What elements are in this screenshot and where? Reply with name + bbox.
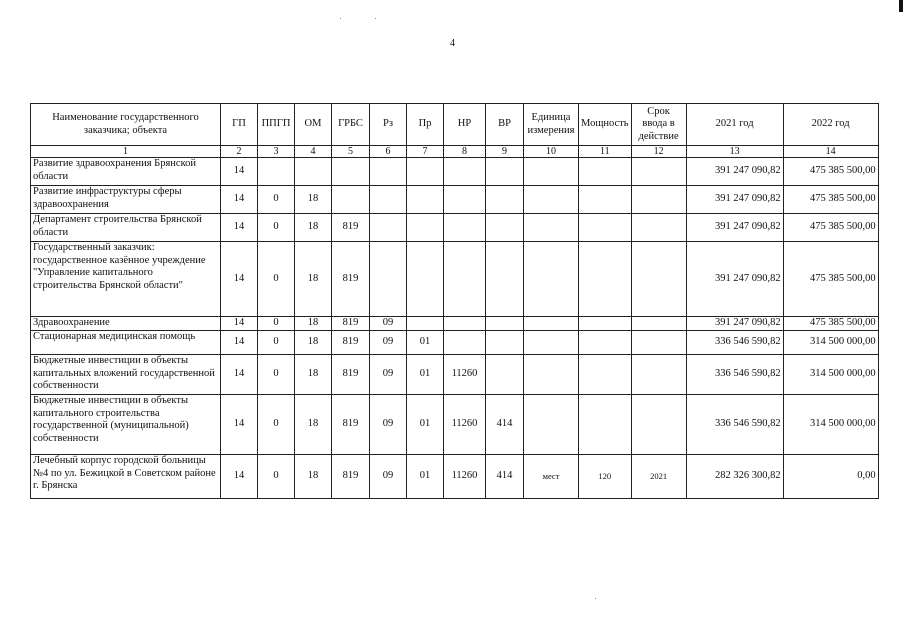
row-name-cell: Развитие инфраструктуры сферы здравоохранения bbox=[31, 186, 221, 214]
table-row bbox=[31, 242, 879, 317]
table-cell: 391 247 090,82 bbox=[686, 186, 783, 214]
table-cell bbox=[332, 158, 370, 186]
row-name-cell: Бюджетные инвестиции в объекты капитального строительства государственной (муниципальной) собственности bbox=[31, 395, 221, 455]
table-row bbox=[31, 395, 879, 455]
table-cell bbox=[631, 186, 686, 214]
table-cell: 0 bbox=[258, 455, 295, 499]
scan-speck bbox=[340, 18, 341, 19]
table-cell: 01 bbox=[407, 355, 444, 395]
table-cell: 18 bbox=[295, 331, 332, 355]
table-cell: мест bbox=[524, 455, 579, 499]
table-cell: 391 247 090,82 bbox=[686, 158, 783, 186]
table-cell bbox=[444, 242, 486, 317]
table-cell: 475 385 500,00 bbox=[783, 317, 878, 331]
table-cell bbox=[524, 395, 579, 455]
table-cell bbox=[370, 158, 407, 186]
table-cell bbox=[444, 158, 486, 186]
table-cell: 0 bbox=[258, 186, 295, 214]
table-cell: 0 bbox=[258, 331, 295, 355]
table-cell bbox=[370, 214, 407, 242]
table-cell bbox=[524, 242, 579, 317]
table-cell bbox=[486, 158, 524, 186]
header-cell: Рз bbox=[370, 104, 407, 146]
table-cell bbox=[579, 331, 632, 355]
table-cell bbox=[370, 186, 407, 214]
table-cell bbox=[486, 186, 524, 214]
header-cell: ГП bbox=[221, 104, 258, 146]
header-cell: Пр bbox=[407, 104, 444, 146]
table-cell: 282 326 300,82 bbox=[686, 455, 783, 499]
header-cell: Единица измерения bbox=[524, 104, 579, 146]
column-number: 6 bbox=[370, 146, 407, 158]
table-cell bbox=[579, 186, 632, 214]
row-name-cell: Развитие здравоохранения Брянской области bbox=[31, 158, 221, 186]
table-cell: 11260 bbox=[444, 455, 486, 499]
header-cell: Мощность bbox=[579, 104, 632, 146]
table-cell bbox=[524, 158, 579, 186]
table-cell: 14 bbox=[221, 158, 258, 186]
row-name-cell: Департамент строительства Брянской области bbox=[31, 214, 221, 242]
column-number: 3 bbox=[258, 146, 295, 158]
table-cell bbox=[631, 214, 686, 242]
table-cell: 391 247 090,82 bbox=[686, 242, 783, 317]
table-cell: 14 bbox=[221, 242, 258, 317]
table-cell: 819 bbox=[332, 395, 370, 455]
table-cell: 819 bbox=[332, 317, 370, 331]
table-cell: 0,00 bbox=[783, 455, 878, 499]
column-number: 11 bbox=[579, 146, 632, 158]
budget-table bbox=[30, 103, 879, 499]
table-row bbox=[31, 331, 879, 355]
table-cell bbox=[631, 331, 686, 355]
column-number: 10 bbox=[524, 146, 579, 158]
table-cell: 414 bbox=[486, 395, 524, 455]
table-cell: 336 546 590,82 bbox=[686, 355, 783, 395]
column-number-row bbox=[31, 146, 879, 158]
table-cell: 18 bbox=[295, 355, 332, 395]
scan-mark bbox=[899, 0, 903, 12]
table-row bbox=[31, 214, 879, 242]
header-cell: ОМ bbox=[295, 104, 332, 146]
table-cell: 0 bbox=[258, 317, 295, 331]
table-cell: 09 bbox=[370, 355, 407, 395]
table-cell: 18 bbox=[295, 242, 332, 317]
table-cell bbox=[486, 355, 524, 395]
column-number: 2 bbox=[221, 146, 258, 158]
table-cell: 09 bbox=[370, 331, 407, 355]
table-cell: 336 546 590,82 bbox=[686, 395, 783, 455]
table-cell bbox=[486, 331, 524, 355]
table-cell bbox=[631, 395, 686, 455]
table-row bbox=[31, 455, 879, 499]
table-cell bbox=[407, 214, 444, 242]
table-cell: 18 bbox=[295, 186, 332, 214]
table-cell: 336 546 590,82 bbox=[686, 331, 783, 355]
row-name-cell: Стационарная медицинская помощь bbox=[31, 331, 221, 355]
table-cell: 09 bbox=[370, 317, 407, 331]
column-number: 14 bbox=[783, 146, 878, 158]
header-cell: 2021 год bbox=[686, 104, 783, 146]
column-number: 12 bbox=[631, 146, 686, 158]
table-cell bbox=[407, 317, 444, 331]
table-cell bbox=[524, 355, 579, 395]
header-cell: ВР bbox=[486, 104, 524, 146]
table-cell: 14 bbox=[221, 331, 258, 355]
table-cell: 819 bbox=[332, 331, 370, 355]
table-cell: 819 bbox=[332, 242, 370, 317]
table-cell bbox=[579, 355, 632, 395]
table-cell bbox=[370, 242, 407, 317]
table-cell: 18 bbox=[295, 455, 332, 499]
table-cell: 14 bbox=[221, 186, 258, 214]
row-name-cell: Здравоохранение bbox=[31, 317, 221, 331]
table-cell: 0 bbox=[258, 242, 295, 317]
column-number: 8 bbox=[444, 146, 486, 158]
table-cell bbox=[524, 186, 579, 214]
table-cell: 314 500 000,00 bbox=[783, 395, 878, 455]
table-cell bbox=[579, 317, 632, 331]
row-name-cell: Бюджетные инвестиции в объекты капитальных вложений государственной собственности bbox=[31, 355, 221, 395]
table-cell bbox=[524, 317, 579, 331]
table-cell bbox=[332, 186, 370, 214]
table-cell bbox=[579, 214, 632, 242]
table-cell: 120 bbox=[579, 455, 632, 499]
table-cell: 819 bbox=[332, 455, 370, 499]
table-cell: 0 bbox=[258, 214, 295, 242]
table-cell: 14 bbox=[221, 317, 258, 331]
table-cell bbox=[407, 186, 444, 214]
table-cell: 314 500 000,00 bbox=[783, 331, 878, 355]
table-cell bbox=[631, 242, 686, 317]
table-cell bbox=[486, 242, 524, 317]
header-cell: ППГП bbox=[258, 104, 295, 146]
table-cell bbox=[444, 214, 486, 242]
table-cell: 0 bbox=[258, 355, 295, 395]
table-cell bbox=[631, 355, 686, 395]
table-cell: 0 bbox=[258, 395, 295, 455]
column-number: 7 bbox=[407, 146, 444, 158]
row-name-cell: Лечебный корпус городской больницы №4 по ул. Бежицкой в Советском районе г. Брянска bbox=[31, 455, 221, 499]
table-cell bbox=[444, 331, 486, 355]
table-cell: 475 385 500,00 bbox=[783, 158, 878, 186]
header-cell: НР bbox=[444, 104, 486, 146]
table-cell bbox=[407, 242, 444, 317]
table-cell: 01 bbox=[407, 395, 444, 455]
header-cell: 2022 год bbox=[783, 104, 878, 146]
table-cell bbox=[631, 158, 686, 186]
column-number: 4 bbox=[295, 146, 332, 158]
table-cell: 18 bbox=[295, 395, 332, 455]
header-row bbox=[31, 104, 879, 146]
table-cell: 09 bbox=[370, 395, 407, 455]
table-cell: 14 bbox=[221, 455, 258, 499]
header-cell: Наименование государственного заказчика; объекта bbox=[31, 104, 221, 146]
table-cell: 475 385 500,00 bbox=[783, 242, 878, 317]
page-number: 4 bbox=[450, 38, 455, 49]
table-cell: 18 bbox=[295, 317, 332, 331]
table-cell: 14 bbox=[221, 214, 258, 242]
table-cell: 14 bbox=[221, 355, 258, 395]
table-cell bbox=[258, 158, 295, 186]
table-cell: 391 247 090,82 bbox=[686, 317, 783, 331]
row-name-cell: Государственный заказчик: государственное казённое учреждение "Управление капитального строительства Брянской области" bbox=[31, 242, 221, 317]
column-number: 1 bbox=[31, 146, 221, 158]
table-cell bbox=[631, 317, 686, 331]
table-cell: 2021 bbox=[631, 455, 686, 499]
table-cell: 14 bbox=[221, 395, 258, 455]
table-cell bbox=[579, 395, 632, 455]
table-cell: 475 385 500,00 bbox=[783, 214, 878, 242]
table-cell bbox=[486, 317, 524, 331]
table-row bbox=[31, 158, 879, 186]
table-cell bbox=[295, 158, 332, 186]
column-number: 5 bbox=[332, 146, 370, 158]
table-cell bbox=[579, 158, 632, 186]
table-cell: 09 bbox=[370, 455, 407, 499]
scan-speck bbox=[375, 18, 376, 19]
table-cell: 11260 bbox=[444, 355, 486, 395]
table-cell bbox=[524, 331, 579, 355]
table-cell: 414 bbox=[486, 455, 524, 499]
header-cell: Срок ввода в действие bbox=[631, 104, 686, 146]
table-cell bbox=[407, 158, 444, 186]
table-row bbox=[31, 186, 879, 214]
table-cell: 391 247 090,82 bbox=[686, 214, 783, 242]
table-cell bbox=[524, 214, 579, 242]
table-cell: 18 bbox=[295, 214, 332, 242]
table-row bbox=[31, 317, 879, 331]
table-cell: 01 bbox=[407, 455, 444, 499]
table-cell bbox=[444, 186, 486, 214]
column-number: 9 bbox=[486, 146, 524, 158]
table-row bbox=[31, 355, 879, 395]
table-cell: 01 bbox=[407, 331, 444, 355]
table-cell bbox=[579, 242, 632, 317]
table-cell: 314 500 000,00 bbox=[783, 355, 878, 395]
table-cell bbox=[486, 214, 524, 242]
header-cell: ГРБС bbox=[332, 104, 370, 146]
table-cell: 475 385 500,00 bbox=[783, 186, 878, 214]
table-cell: 11260 bbox=[444, 395, 486, 455]
table-cell: 819 bbox=[332, 214, 370, 242]
table-cell: 819 bbox=[332, 355, 370, 395]
scan-speck bbox=[595, 598, 596, 599]
table-cell bbox=[444, 317, 486, 331]
column-number: 13 bbox=[686, 146, 783, 158]
